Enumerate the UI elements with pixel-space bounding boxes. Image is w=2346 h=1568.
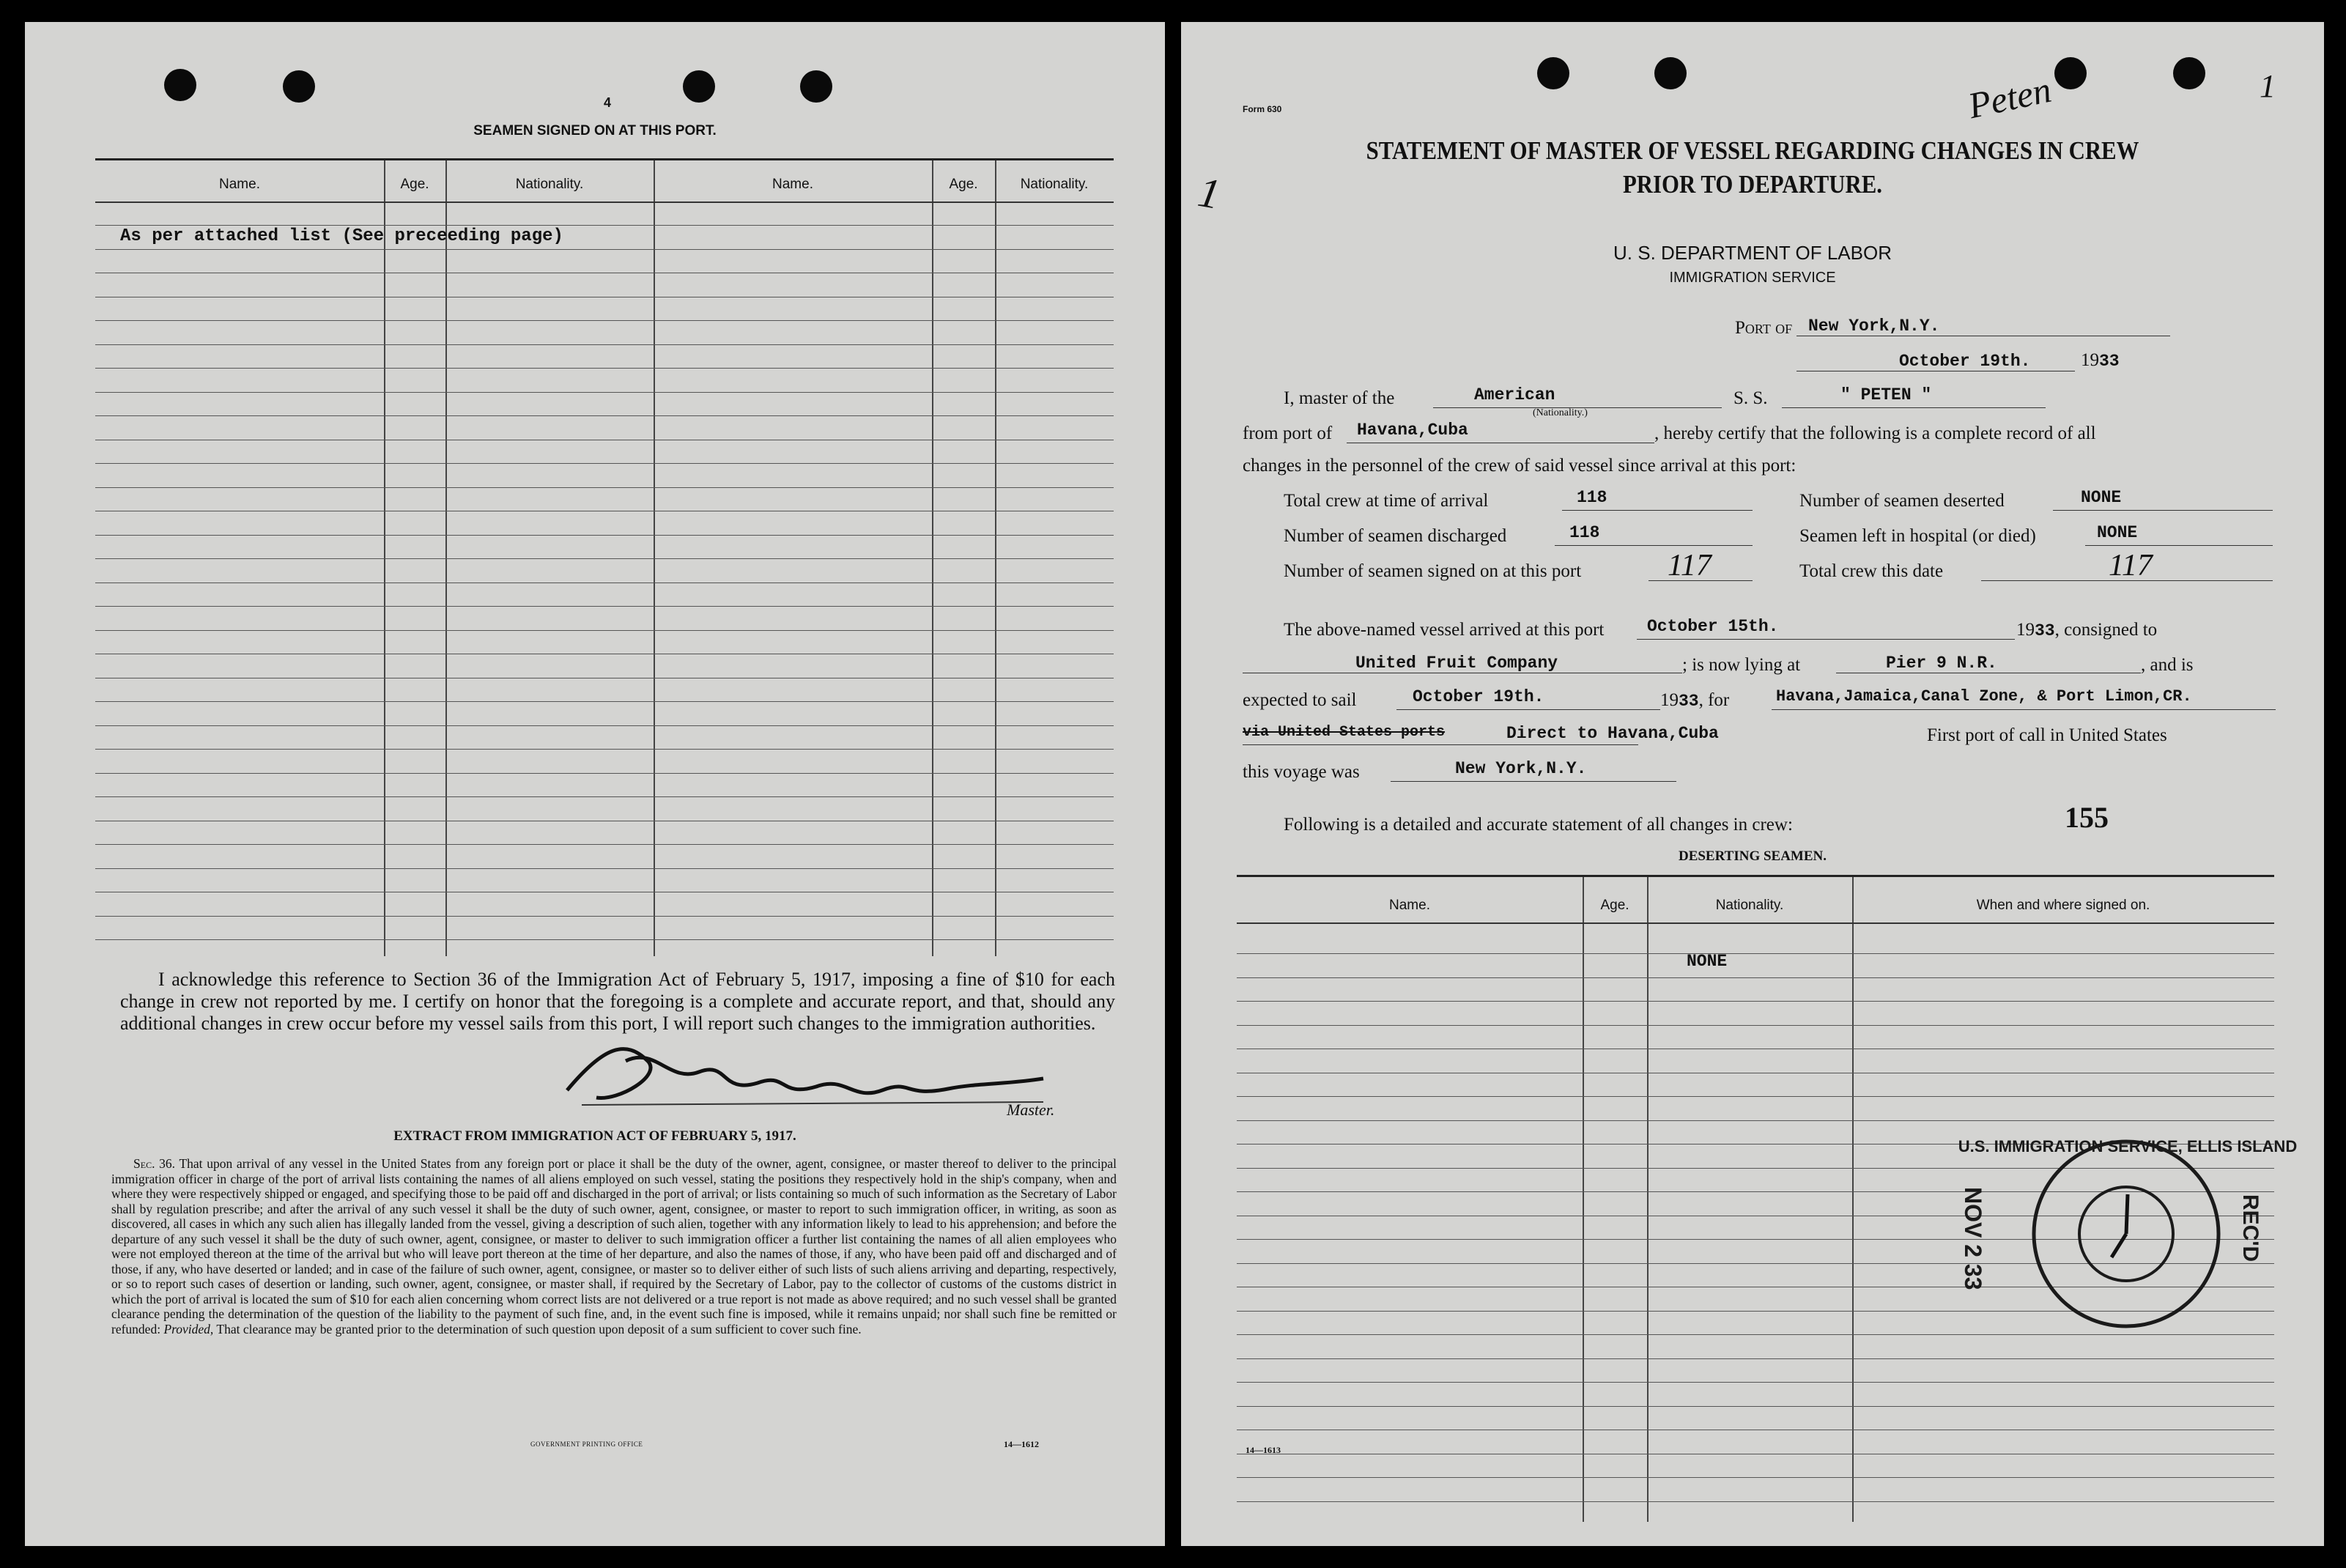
table-rule-line [95,844,1114,845]
table-rule-line [1237,1501,2274,1502]
arrived-value: October 15th. [1647,617,1779,636]
table-rule-line [1237,1406,2274,1407]
arrived-text: The above-named vessel arrived at this port [1284,620,1605,640]
ss-label: S. S. [1733,388,1768,408]
corner-mark: 1 [2260,68,2276,104]
via-value: via United States ports [1243,724,1446,741]
signed-on-label: Number of seamen signed on at this port [1284,561,1582,581]
attached-list-entry: As per attached list (See preceeding page) [120,226,563,246]
form-title-line1: STATEMENT OF MASTER OF VESSEL REGARDING CHANGES IN CREW [1366,136,2139,165]
column-header-nationality: Nationality. [515,177,584,192]
direct-value: Direct to Havana,Cuba [1506,724,1719,743]
consignee-value: United Fruit Company [1355,654,1558,673]
lying-text: ; is now lying at [1682,655,1801,675]
column-header-age: Age. [1600,898,1629,913]
voyage-text: this voyage was [1243,762,1360,782]
table-rule-line [95,939,1114,940]
section-title: SEAMEN SIGNED ON AT THIS PORT. [473,123,717,138]
table-rule-line [1237,1382,2274,1383]
punch-hole [1654,57,1687,89]
and-is-text: , and is [2141,655,2194,675]
deserted-value: NONE [2081,488,2122,507]
from-port-label: from port of [1243,424,1333,443]
column-header-age: Age. [400,177,429,192]
right-page [1181,22,2324,1546]
sail-year: 1933, for [1660,690,1730,711]
handwritten-ship-name: Peten [1964,68,2055,127]
table-rule-line [95,392,1114,393]
right-form-code: 14—1613 [1246,1445,1281,1455]
discharged-label: Number of seamen discharged [1284,526,1507,546]
department-name: U. S. DEPARTMENT OF LABOR [1613,242,1892,264]
form-label: Form 630 [1243,104,1282,114]
left-page [25,22,1165,1546]
column-header-name: Name. [1389,898,1430,913]
table-rule-line [95,749,1114,750]
nationality-caption: (Nationality.) [1533,407,1588,418]
column-header-nationality: Nationality. [1715,898,1784,913]
punch-hole [2054,57,2087,89]
signed-on-table [95,158,1114,956]
table-rule-line [1237,977,2274,978]
margin-mark: 1 [1194,167,1224,219]
table-rule-line [95,535,1114,536]
hospital-label: Seamen left in hospital (or died) [1799,526,2036,546]
first-port-text: First port of call in United States [1927,725,2167,745]
ship-value: " PETEN " [1840,385,1932,404]
changes-text: changes in the personnel of the crew of said vessel since arrival at this port: [1243,456,1796,476]
column-header-signed-on: When and where signed on. [1976,898,2150,913]
signature-caption: Master. [1007,1101,1055,1119]
master-of-label: I, master of the [1284,388,1395,408]
table-rule-line [95,487,1114,488]
stamp-date: NOV 2 33 [1960,1187,1986,1290]
from-port-value: Havana,Cuba [1357,421,1468,440]
table-rule-line [1237,1025,2274,1026]
punch-hole [683,70,715,103]
total-crew-arrival-value: 118 [1577,488,1607,507]
destination-value: Havana,Jamaica,Canal Zone, & Port Limon,CR. [1776,687,2192,706]
total-crew-date-label: Total crew this date [1799,561,1944,581]
punch-hole [283,70,315,103]
discharged-value: 118 [1569,523,1600,542]
pier-value: Pier 9 N.R. [1886,654,1997,673]
certify-text: , hereby certify that the following is a complete record of all [1654,424,2096,443]
nationality-value: American [1474,385,1555,404]
deserted-label: Number of seamen deserted [1799,491,2005,511]
table-rule-line [95,606,1114,607]
following-text: Following is a detailed and accurate statement of all changes in crew: [1284,815,1793,835]
punch-hole [164,69,196,101]
stamp-ring-text: U.S. IMMIGRATION SERVICE, ELLIS ISLAND [1958,1137,2298,1155]
table-rule-line [95,558,1114,559]
table-rule-line [95,916,1114,917]
left-form-code: 14—1612 [1004,1439,1039,1449]
sail-value: October 19th. [1413,687,1544,706]
port-value: New York,N.Y. [1808,317,1940,336]
punch-hole [800,70,832,103]
table-rule-line [95,320,1114,321]
sail-text: expected to sail [1243,690,1357,710]
table-rule-line [1237,953,2274,954]
table-rule-line [95,725,1114,726]
form-title-line2: PRIOR TO DEPARTURE. [1622,170,1883,199]
table-entry: NONE [1687,952,1728,971]
service-name: IMMIGRATION SERVICE [1669,270,1836,286]
extract-text: Sec. 36. That upon arrival of any vessel in the United States from any foreign port or place it shall be the duty of the owner, agent, consignee, or master thereof to deliver to the principal immigration officer in charge of the port of arrival lists containing the names of all aliens employed on such vessel, stating the positions they respectively hold in the ship's company, when and where they were respectively shipped or engaged, and specifying those to be paid off and discharged in the port of arrival; or lists containing so much of such information as the Secretary of Labor shall by regulation prescribe; and after the arrival of any such vessel it shall be the duty of such owner, agent, consignee, or master to report to such immigration officer, in writing, as soon as discovered, all cases in which any such alien has illegally landed from the vessel, giving a description of such alien, together with any information likely to lead to his apprehension; and before the departure of any such vessel it shall be the duty of such owner, agent, consignee, or master to deliver to such immigration officer a further list containing the names of all alien employees who were not employed thereon at the time of the arrival but who will leave port thereon at the time of her departure, and also the names of those, if any, who have been paid off and discharged and of those, if any, who have deserted or landed; and in case of the failure of such owner, agent, consignee, or master so to deliver either of such lists of such aliens arriving and departing, respectively, or so to report such cases of desertion or landing, such owner, agent, consignee, or master shall, if required by the Secretary of Labor, pay to the collector of customs of the customs district in which the port of arrival is located the sum of $10 for each alien concerning whom correct lists are not delivered or a true report is not made as above required; and no such vessel shall be granted clearance pending the determination of the question of the liability to the payment of such fine, and, in the event such fine is imposed, while it remains unpaid; nor shall such fine be remitted or refunded: Provided, That clearance may be granted prior to the determination of such question upon deposit of a sum sufficient to cover such fine. [111,1156,1117,1336]
signed-on-value: 117 [1668,549,1712,583]
column-header-name-2: Name. [772,177,813,192]
table-rule-line [95,796,1114,797]
table-rule-line [1237,1096,2274,1097]
column-header-nationality-2: Nationality. [1020,177,1089,192]
table-rule-line [1237,1358,2274,1359]
table-rule-line [95,368,1114,369]
column-header-age-2: Age. [949,177,978,192]
voyage-value: New York,N.Y. [1455,759,1587,778]
arrived-year: 1933, consigned to [2016,620,2158,640]
table-rule-line [95,344,1114,345]
extract-title: EXTRACT FROM IMMIGRATION ACT OF FEBRUARY 5, 1917. [393,1128,796,1144]
table-rule-line [95,701,1114,702]
year: 1933 [2081,350,2120,371]
column-header-name: Name. [219,177,260,192]
port-label: Port of [1735,318,1793,338]
table-rule-line [95,415,1114,416]
table-rule-line [95,868,1114,869]
table-rule-line [95,773,1114,774]
page-number: 4 [604,95,612,110]
deserting-title: DESERTING SEAMEN. [1678,848,1827,864]
punch-hole [2173,57,2205,89]
table-rule-line [95,630,1114,631]
total-crew-arrival-label: Total crew at time of arrival [1284,491,1489,511]
table-rule-line [95,249,1114,250]
hospital-value: NONE [2097,523,2138,542]
table-rule-line [95,225,1114,226]
stamp-number: 155 [2065,801,2109,834]
stamp-recd: REC'D [2238,1194,2262,1262]
total-crew-date-value: 117 [2109,549,2153,583]
printing-office: GOVERNMENT PRINTING OFFICE [530,1441,643,1448]
acknowledgment-paragraph: I acknowledge this reference to Section 36 of the Immigration Act of February 5, 1917, imposing a fine of $10 for each change in crew not reported by me. I certify on honor that the foregoing is a complete and accurate report, and that, should any additional changes in crew occur before my vessel sails from this port, I will report such changes to the immigration authorities. [120,969,1115,1034]
date-value: October 19th. [1899,352,2031,371]
punch-hole [1537,57,1569,89]
table-rule-line [1237,1477,2274,1478]
table-rule-line [95,463,1114,464]
master-signature [538,1032,1065,1112]
table-rule-line [1237,1001,2274,1002]
received-date-stamp [1936,1106,2298,1356]
